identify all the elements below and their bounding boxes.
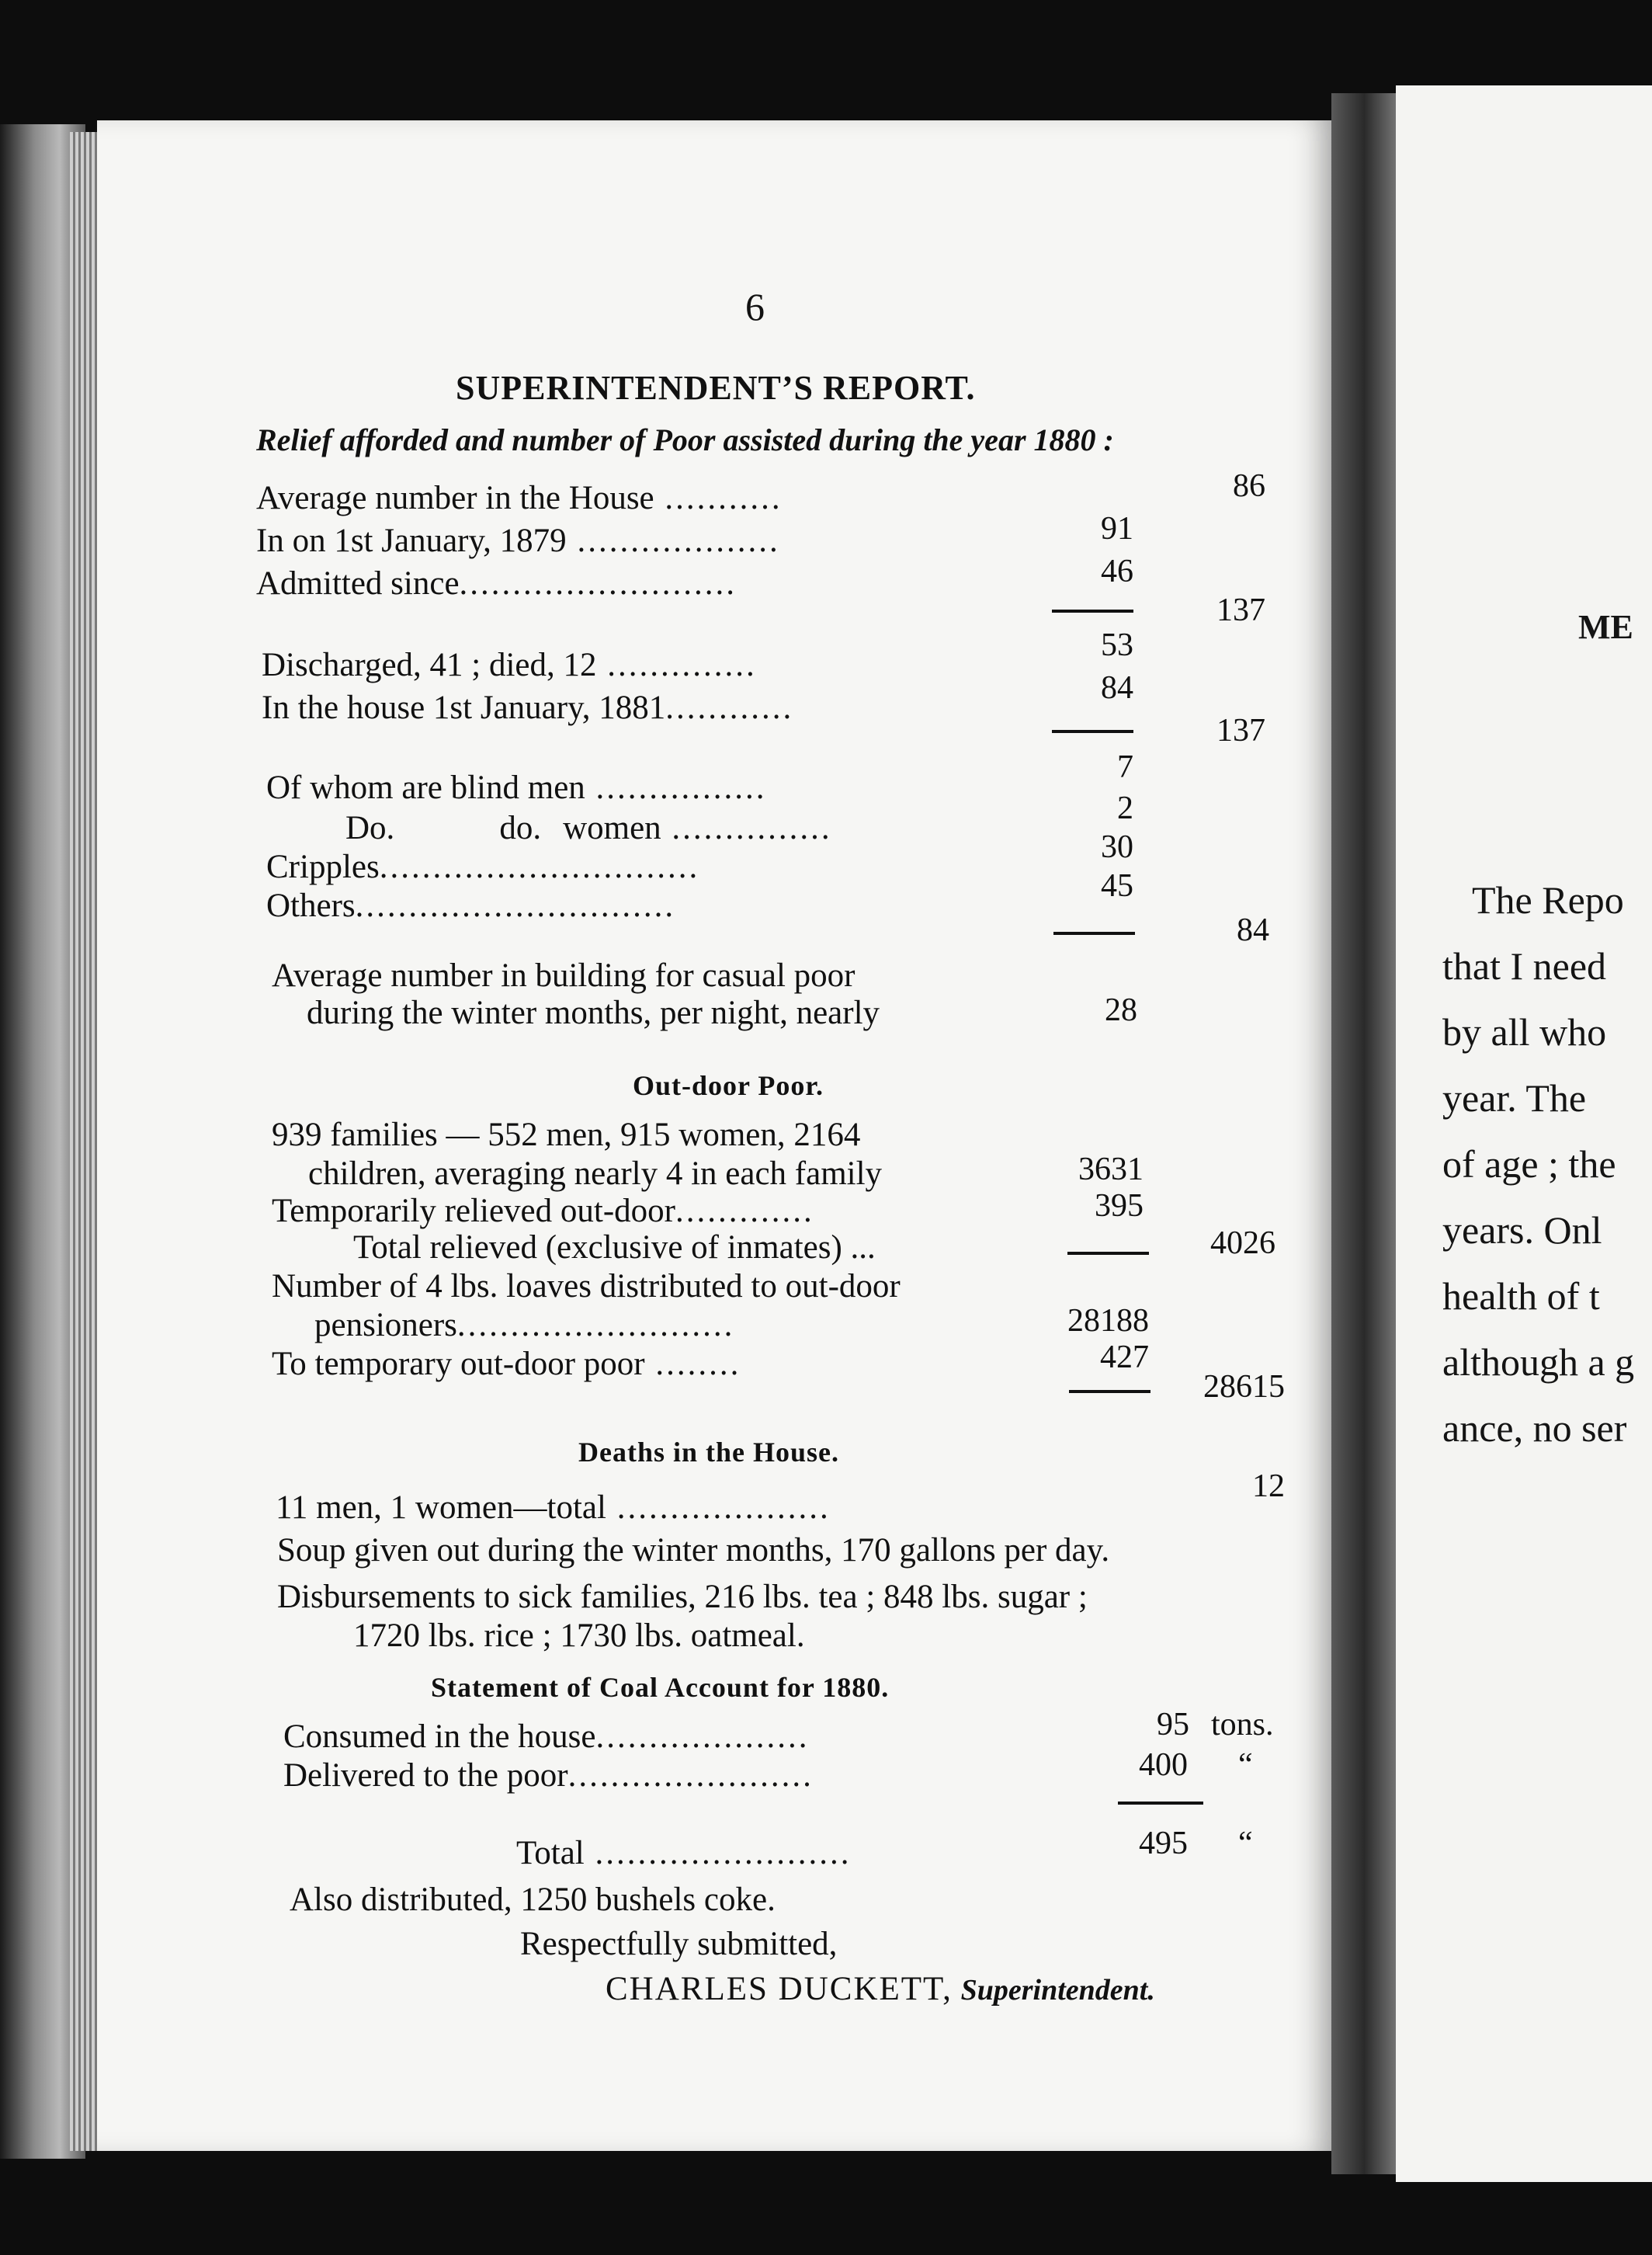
in-on-value: 91 bbox=[1101, 511, 1133, 547]
left-page bbox=[97, 120, 1331, 2151]
facing-line-7: health of t bbox=[1442, 1274, 1600, 1318]
discharged-value: 53 bbox=[1101, 627, 1133, 663]
signature-name: CHARLES DUCKETT, bbox=[606, 1971, 953, 2007]
disbursements-line-2: 1720 lbs. rice ; 1730 lbs. oatmeal. bbox=[353, 1617, 805, 1654]
blind-women-value: 2 bbox=[1117, 790, 1133, 826]
blind-men-value: 7 bbox=[1117, 749, 1133, 785]
coal-heading: Statement of Coal Account for 1880. bbox=[431, 1672, 890, 1703]
temp-relieved-value: 395 bbox=[1095, 1188, 1144, 1224]
total-3: 84 bbox=[1237, 912, 1269, 948]
admitted-label: Admitted since.......................... bbox=[256, 565, 738, 602]
casual-value: 28 bbox=[1105, 992, 1137, 1028]
delivered-label: Delivered to the poor....................... bbox=[283, 1757, 814, 1794]
coal-total-value: 495 bbox=[1139, 1826, 1188, 1861]
total-relieved-label: Total relieved (exclusive of inmates) ... bbox=[353, 1229, 876, 1266]
admitted-value: 46 bbox=[1101, 554, 1133, 589]
facing-line-5: of age ; the bbox=[1442, 1142, 1616, 1186]
total-2: 137 bbox=[1216, 713, 1265, 749]
cripples-value: 30 bbox=[1101, 829, 1133, 865]
rule-4 bbox=[1067, 1252, 1149, 1255]
casual-line-1: Average number in building for casual poor bbox=[272, 957, 856, 994]
temp-outdoor-label: To temporary out-door poor ........ bbox=[272, 1346, 741, 1382]
report-subtitle: Relief afforded and number of Poor assisted during the year 1880 : bbox=[256, 422, 1114, 457]
page-number: 6 bbox=[745, 285, 765, 328]
rule-5 bbox=[1069, 1390, 1150, 1393]
deaths-line: 11 men, 1 women—total .................... bbox=[276, 1489, 831, 1526]
soup-line: Soup given out during the winter months, 170 gallons per day. bbox=[277, 1532, 1110, 1569]
families-line-2: children, averaging nearly 4 in each family bbox=[308, 1155, 883, 1192]
closing-line: Respectfully submitted, bbox=[520, 1926, 838, 1962]
facing-line-8: although a g bbox=[1442, 1340, 1635, 1384]
temp-outdoor-value: 427 bbox=[1100, 1339, 1149, 1375]
in-on-label: In on 1st January, 1879 ................... bbox=[256, 523, 780, 559]
in-house-label: In the house 1st January, 1881............ bbox=[262, 690, 794, 726]
total-relieved-value: 4026 bbox=[1210, 1225, 1275, 1261]
facing-line-3: by all who bbox=[1442, 1010, 1607, 1054]
blind-women-label: Do. do. women ............... bbox=[345, 810, 832, 846]
facing-line-1: The Repo bbox=[1472, 878, 1624, 922]
average-label: Average number in the House ........... bbox=[256, 480, 783, 516]
loaves-value: 28188 bbox=[1067, 1303, 1149, 1339]
signature bbox=[606, 1972, 1155, 2006]
page-edges bbox=[70, 132, 101, 2151]
disbursements-line-1: Disbursements to sick families, 216 lbs. tea ; 848 lbs. sugar ; bbox=[277, 1579, 1088, 1615]
delivered-value: 400 bbox=[1139, 1747, 1188, 1783]
others-label: Others.............................. bbox=[266, 888, 676, 924]
coal-total-unit: “ bbox=[1238, 1826, 1253, 1861]
rule-6 bbox=[1118, 1802, 1203, 1805]
loaves-line-2: pensioners.......................... bbox=[314, 1307, 735, 1343]
facing-line-6: years. Onl bbox=[1442, 1208, 1602, 1252]
blind-men-label: Of whom are blind men ................ bbox=[266, 770, 767, 806]
loaves-total: 28615 bbox=[1203, 1369, 1285, 1405]
temp-relieved-label: Temporarily relieved out-door............. bbox=[272, 1193, 814, 1229]
total-1: 137 bbox=[1216, 592, 1265, 628]
facing-page bbox=[1396, 85, 1652, 2182]
rule-1 bbox=[1052, 610, 1133, 613]
deaths-heading: Deaths in the House. bbox=[578, 1437, 840, 1468]
facing-line-9: ance, no ser bbox=[1442, 1406, 1627, 1450]
casual-line-2: during the winter months, per night, nearly bbox=[307, 995, 880, 1031]
families-value: 3631 bbox=[1078, 1152, 1144, 1187]
facing-heading: ME bbox=[1578, 608, 1633, 646]
rule-3 bbox=[1053, 932, 1135, 935]
families-line-1: 939 families — 552 men, 915 women, 2164 bbox=[272, 1117, 861, 1153]
cripples-label: Cripples.............................. bbox=[266, 849, 700, 885]
consumed-unit: tons. bbox=[1211, 1707, 1274, 1742]
loaves-line-1: Number of 4 lbs. loaves distributed to out-door bbox=[272, 1268, 901, 1305]
discharged-label: Discharged, 41 ; died, 12 .............. bbox=[262, 647, 757, 683]
coal-total-label: Total ........................ bbox=[516, 1835, 852, 1871]
outdoor-heading: Out-door Poor. bbox=[633, 1070, 824, 1101]
consumed-label: Consumed in the house.................... bbox=[283, 1718, 810, 1755]
coke-line: Also distributed, 1250 bushels coke. bbox=[290, 1881, 776, 1918]
in-house-value: 84 bbox=[1101, 670, 1133, 706]
rule-2 bbox=[1052, 730, 1133, 733]
consumed-value: 95 bbox=[1157, 1707, 1189, 1742]
book-gutter bbox=[1331, 93, 1397, 2174]
average-value: 86 bbox=[1233, 468, 1265, 504]
deaths-value: 12 bbox=[1252, 1468, 1285, 1504]
signature-title: Superintendent. bbox=[960, 1974, 1155, 2007]
delivered-unit: “ bbox=[1238, 1747, 1253, 1783]
facing-line-4: year. The bbox=[1442, 1076, 1587, 1120]
others-value: 45 bbox=[1101, 868, 1133, 904]
facing-line-2: that I need bbox=[1442, 944, 1607, 988]
report-title: SUPERINTENDENT’S REPORT. bbox=[456, 369, 976, 407]
